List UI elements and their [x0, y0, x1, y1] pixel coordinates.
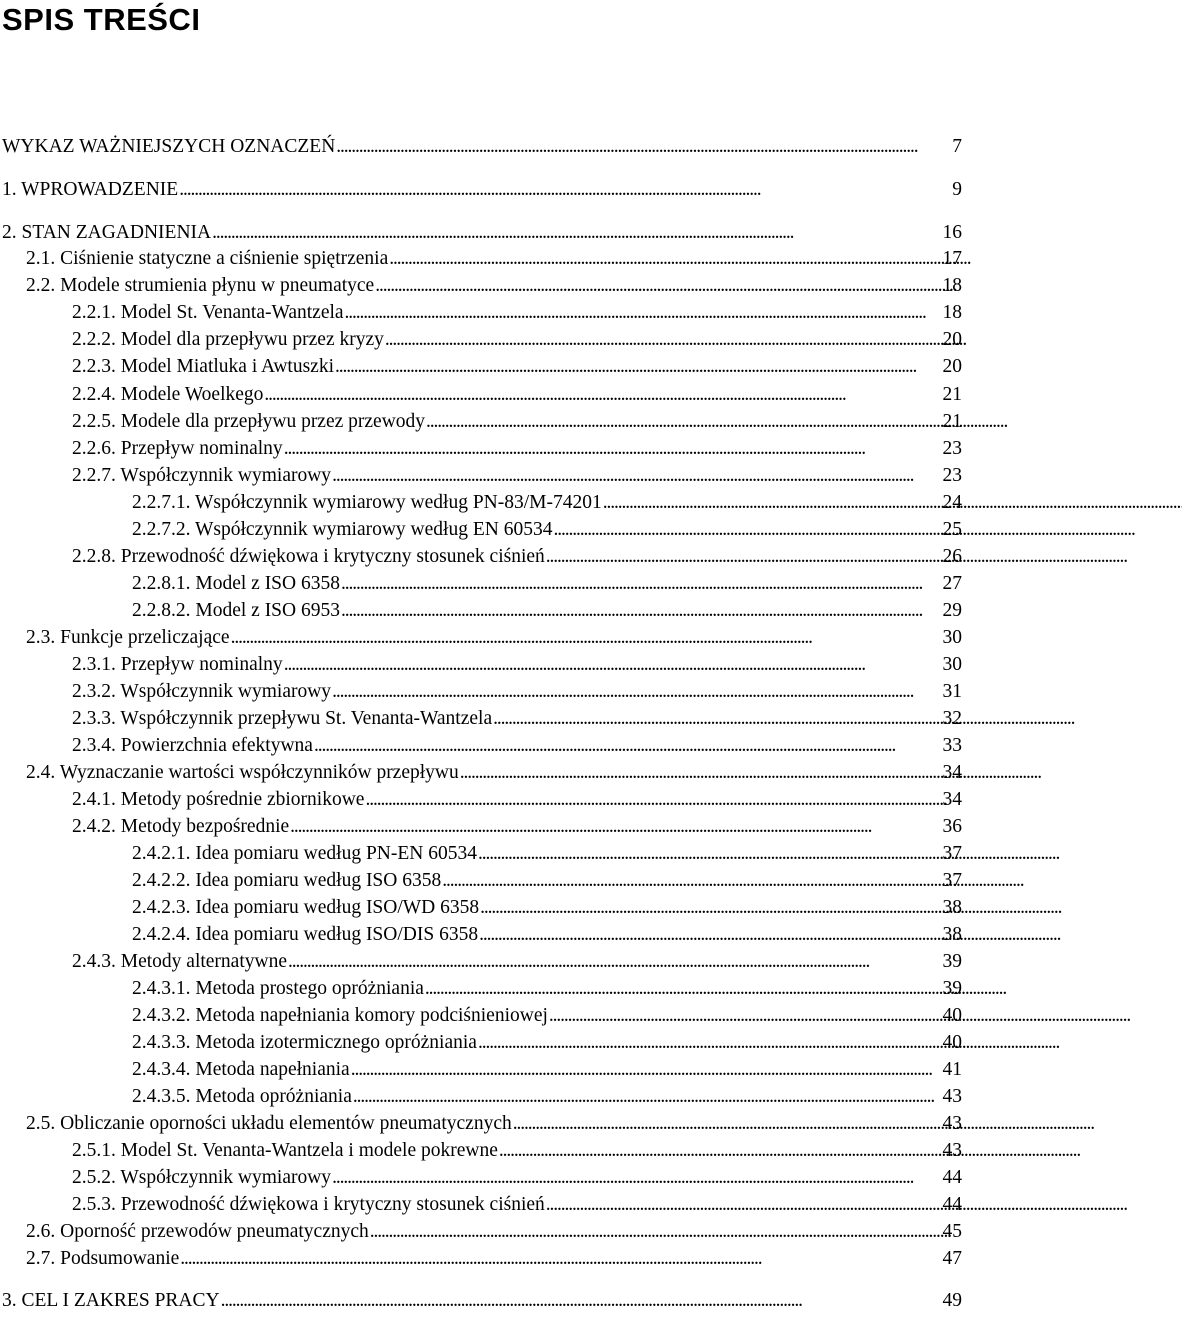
toc-entry-label: 2.7. Podsumowanie [26, 1248, 180, 1269]
toc-entry-label: 2.4.3. Metody alternatywne [72, 951, 287, 972]
toc-entry[interactable] [0, 975, 962, 1002]
toc-entry-page-number: 30 [942, 627, 962, 648]
toc-entry-label: 2.4.1. Metody pośrednie zbiornikowe [72, 789, 365, 810]
toc-entry[interactable] [0, 1137, 962, 1164]
toc-entry-label: 2.6. Oporność przewodów pneumatycznych [26, 1221, 369, 1242]
dot-leader [351, 1056, 930, 1083]
toc-entry-label: 2.3. Funkcje przeliczające [26, 627, 230, 648]
toc-entry[interactable] [0, 813, 962, 840]
toc-entry[interactable] [0, 133, 962, 160]
dot-leader [546, 1191, 1125, 1218]
toc-entry-label: 2.2.2. Model dla przepływu przez kryzy [72, 329, 384, 350]
dot-leader [288, 948, 912, 975]
dot-leader [332, 678, 912, 705]
toc-entry[interactable] [0, 543, 962, 570]
toc-entry-page-number: 29 [942, 600, 962, 621]
toc-entry-label: 2.2.5. Modele dla przepływu przez przewody [72, 411, 426, 432]
toc-entry-page-number: 18 [942, 302, 962, 323]
toc-entry-label: 2.4.3.5. Metoda opróżniania [132, 1086, 352, 1107]
toc-entry-page-number: 24 [942, 492, 962, 513]
toc-entry[interactable] [0, 462, 962, 489]
toc-entry-label: 2.4.3.3. Metoda izotermicznego opróżniania [132, 1032, 477, 1053]
toc-entry-label: 2.2. Modele strumienia płynu w pneumatyce [26, 275, 375, 296]
toc-entry-page-number: 20 [942, 329, 962, 350]
toc-entry[interactable] [0, 678, 962, 705]
toc-entry[interactable] [0, 948, 962, 975]
toc-entry[interactable] [0, 1245, 962, 1272]
toc-entry-label: 2.4.3.1. Metoda prostego opróżniania [132, 978, 424, 999]
toc-entry-label: 2.2.7. Współczynnik wymiarowy [72, 465, 332, 486]
dot-leader [335, 353, 914, 380]
toc-entry-page-number: 43 [942, 1086, 962, 1107]
dot-leader [264, 381, 912, 408]
toc-entry[interactable] [0, 489, 962, 516]
toc-entry[interactable] [0, 867, 962, 894]
toc-entry-page-number: 7 [952, 136, 962, 157]
toc-entry-page-number: 38 [942, 897, 962, 918]
dot-leader [493, 705, 1072, 732]
dot-leader [385, 326, 964, 353]
toc-entry-label: 2.4. Wyznaczanie wartości współczynników przepływu [26, 762, 459, 783]
toc-entry[interactable] [0, 1218, 962, 1245]
toc-entry-page-number: 41 [942, 1059, 962, 1080]
toc-entry-label: 2.2.8.1. Model z ISO 6358 [132, 573, 340, 594]
toc-entry[interactable] [0, 894, 962, 921]
toc-entry-label: 2.4.3.4. Metoda napełniania [132, 1059, 350, 1080]
toc-entry[interactable] [0, 570, 962, 597]
toc-entry-label: 2.4.2. Metody bezpośrednie [72, 816, 290, 837]
toc-entry-page-number: 21 [942, 411, 962, 432]
dot-leader [426, 408, 1005, 435]
toc-entry-label: 2.2.8.2. Model z ISO 6953 [132, 600, 340, 621]
toc-entry-page-number: 30 [942, 654, 962, 675]
toc-entry-page-number: 49 [942, 1290, 962, 1311]
dot-leader [290, 813, 912, 840]
dot-leader [478, 840, 1057, 867]
toc-entry[interactable] [0, 1110, 962, 1137]
toc-entry[interactable] [0, 759, 962, 786]
toc-entry[interactable] [0, 219, 962, 246]
toc-entry-page-number: 23 [942, 465, 962, 486]
toc-entry[interactable] [0, 732, 962, 759]
dot-leader [478, 1029, 1057, 1056]
dot-leader [375, 272, 954, 299]
toc-entry-page-number: 27 [942, 573, 962, 594]
toc-entry[interactable] [0, 1029, 962, 1056]
toc-entry[interactable] [0, 1287, 962, 1314]
toc-entry[interactable] [0, 705, 962, 732]
toc-entry-label: 2.5.1. Model St. Venanta-Wantzela i modele pokrewne [72, 1140, 498, 1161]
toc-entry[interactable] [0, 299, 962, 326]
dot-leader [179, 176, 912, 203]
toc-entry-label: 2.2.6. Przepływ nominalny [72, 438, 283, 459]
dot-leader [336, 133, 915, 160]
dot-leader [425, 975, 1004, 1002]
toc-entry[interactable] [0, 245, 962, 272]
toc-entry[interactable] [0, 272, 962, 299]
toc-entry-label: 2.5. Obliczanie oporności układu elementów pneumatycznych [26, 1113, 512, 1134]
toc-entry-label: 2.2.7.2. Współczynnik wymiarowy według EN 60534 [132, 519, 553, 540]
dot-leader [603, 489, 1182, 516]
dot-leader [479, 921, 1058, 948]
dot-leader [314, 732, 912, 759]
toc-entry-page-number: 44 [942, 1167, 962, 1188]
dot-leader [332, 1164, 912, 1191]
toc-entry-page-number: 33 [942, 735, 962, 756]
toc-entry-label: 2.3.1. Przepływ nominalny [72, 654, 283, 675]
toc-entry-page-number: 36 [942, 816, 962, 837]
toc-entry-page-number: 20 [942, 356, 962, 377]
dot-leader [365, 786, 944, 813]
toc-entry-label: 2.4.2.2. Idea pomiaru według ISO 6358 [132, 870, 442, 891]
dot-leader [389, 245, 968, 272]
toc-entry[interactable] [0, 1164, 962, 1191]
toc-entry[interactable] [0, 1191, 962, 1218]
toc-entry[interactable] [0, 786, 962, 813]
toc-entry-label: 1. WPROWADZENIE [2, 179, 179, 200]
toc-entry-label: 2. STAN ZAGADNIENIA [2, 222, 212, 243]
dot-leader [180, 1245, 912, 1272]
toc-entry-page-number: 38 [942, 924, 962, 945]
dot-leader [341, 570, 920, 597]
toc-entry-page-number: 40 [942, 1005, 962, 1026]
toc-entry-page-number: 17 [942, 248, 962, 269]
toc-entry[interactable] [0, 408, 962, 435]
toc-entry-label: 2.2.7.1. Współczynnik wymiarowy według PN-83/M-74201 [132, 492, 602, 513]
dot-leader [212, 219, 912, 246]
toc-entry[interactable] [0, 435, 962, 462]
toc-entry-page-number: 18 [942, 275, 962, 296]
toc-entry-page-number: 32 [942, 708, 962, 729]
dot-leader [553, 516, 1132, 543]
toc-entry[interactable] [0, 176, 962, 203]
toc-entry[interactable] [0, 326, 962, 353]
toc-entry-page-number: 40 [942, 1032, 962, 1053]
dot-leader [546, 543, 1125, 570]
toc-entry-page-number: 23 [942, 438, 962, 459]
dot-leader [480, 894, 1059, 921]
toc-entry-page-number: 31 [942, 681, 962, 702]
toc-entry-page-number: 9 [952, 179, 962, 200]
toc-entry[interactable] [0, 353, 962, 380]
toc-entry[interactable] [0, 1002, 962, 1029]
toc-entry-page-number: 34 [942, 762, 962, 783]
toc-entry-page-number: 37 [942, 843, 962, 864]
toc-entry-page-number: 45 [942, 1221, 962, 1242]
toc-entry-page-number: 34 [942, 789, 962, 810]
toc-entry-page-number: 39 [942, 951, 962, 972]
toc-entry-label: 2.1. Ciśnienie statyczne a ciśnienie spiętrzenia [26, 248, 389, 269]
toc-entry-page-number: 37 [942, 870, 962, 891]
toc-entry-label: 2.2.3. Model Miatluka i Awtuszki [72, 356, 334, 377]
dot-leader [341, 597, 920, 624]
toc-entry-label: 2.4.2.3. Idea pomiaru według ISO/WD 6358 [132, 897, 480, 918]
dot-leader [370, 1218, 949, 1245]
toc-entry-label: 2.5.3. Przewodność dźwiękowa i krytyczny stosunek ciśnień [72, 1194, 545, 1215]
toc-entry-label: 2.4.3.2. Metoda napełniania komory podciśnieniowej [132, 1005, 548, 1026]
dot-leader [221, 1287, 912, 1314]
toc-entry-page-number: 43 [942, 1140, 962, 1161]
toc-entry-label: WYKAZ WAŻNIEJSZYCH OZNACZEŃ [2, 136, 336, 157]
toc-entry-page-number: 25 [942, 519, 962, 540]
toc-entry-page-number: 39 [942, 978, 962, 999]
toc-entry[interactable] [0, 597, 962, 624]
toc-entry-label: 2.4.2.4. Idea pomiaru według ISO/DIS 6358 [132, 924, 479, 945]
toc-entry-label: 2.3.4. Powierzchnia efektywna [72, 735, 313, 756]
toc-entry[interactable] [0, 624, 962, 651]
dot-leader [353, 1083, 932, 1110]
toc-entry-label: 2.3.2. Współczynnik wymiarowy [72, 681, 332, 702]
toc-entry[interactable] [0, 516, 962, 543]
toc-entry-label: 2.4.2.1. Idea pomiaru według PN-EN 60534 [132, 843, 477, 864]
toc-entry-page-number: 43 [942, 1113, 962, 1134]
toc-entry[interactable] [0, 1083, 962, 1110]
toc-entry-page-number: 26 [942, 546, 962, 567]
dot-leader [231, 624, 912, 651]
page-title: SPIS TREŚCI [2, 2, 201, 37]
toc-entry-page-number: 44 [942, 1194, 962, 1215]
dot-leader [549, 1002, 1128, 1029]
toc-entry[interactable] [0, 921, 962, 948]
dot-leader [284, 435, 912, 462]
dot-leader [513, 1110, 1092, 1137]
toc-entry-label: 3. CEL I ZAKRES PRACY [2, 1290, 220, 1311]
toc-entry-label: 2.5.2. Współczynnik wymiarowy [72, 1167, 332, 1188]
toc-entry-page-number: 21 [942, 384, 962, 405]
dot-leader [345, 299, 924, 326]
toc-entry[interactable] [0, 1056, 962, 1083]
toc-entry[interactable] [0, 651, 962, 678]
toc-entry-page-number: 47 [942, 1248, 962, 1269]
toc-entry[interactable] [0, 381, 962, 408]
dot-leader [499, 1137, 1078, 1164]
dot-leader [332, 462, 912, 489]
toc-entry-label: 2.2.1. Model St. Venanta-Wantzela [72, 302, 344, 323]
toc-entry-label: 2.3.3. Współczynnik przepływu St. Venanta-Wantzela [72, 708, 493, 729]
toc-entry[interactable] [0, 840, 962, 867]
dot-leader [284, 651, 912, 678]
toc-entry-page-number: 16 [942, 222, 962, 243]
toc-entry-label: 2.2.4. Modele Woelkego [72, 384, 264, 405]
toc-entry-label: 2.2.8. Przewodność dźwiękowa i krytyczny stosunek ciśnień [72, 546, 545, 567]
